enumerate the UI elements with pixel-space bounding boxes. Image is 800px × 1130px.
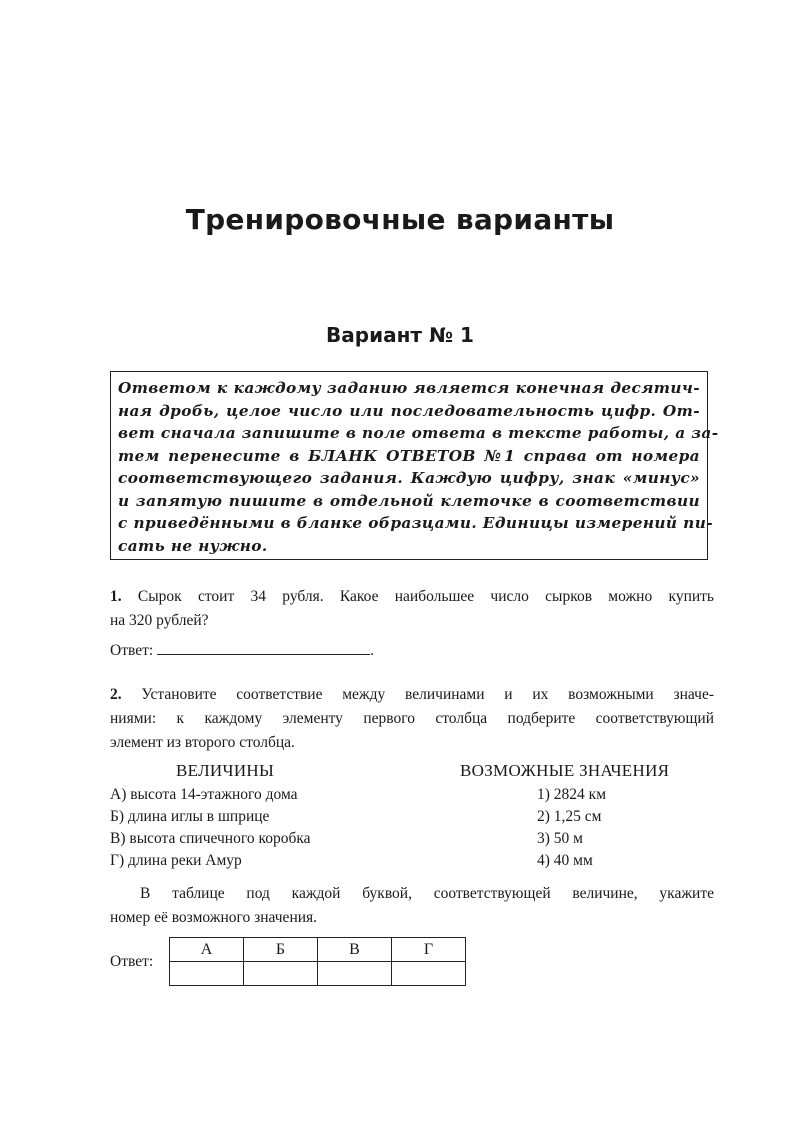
instructions-line: с приведёнными в бланке образцами. Единицы измерений пи- [118,514,713,532]
quantity-item: Б) длина иглы в шприце [110,808,270,825]
table-hint [110,882,714,930]
instructions-line: вет сначала запишите в поле ответа в тексте работы, а за- [118,424,719,442]
answer-table-header-row [170,938,466,962]
answer-cell[interactable] [244,962,318,986]
instructions-line: сать не нужно. [118,536,268,555]
question-2-text: Установите соответствие между величинами и их возможными значе- [141,686,715,703]
instructions-line: и запятую пишите в отдельной клеточке в соответствии [118,491,700,510]
quantity-item: А) высота 14-этажного дома [110,786,298,803]
table-answer-label: Ответ: [110,953,154,970]
instructions-line: Ответом к каждому заданию является конечная десятич- [118,379,700,397]
variant-title: Вариант № 1 [326,323,474,347]
answer-cell[interactable] [170,962,244,986]
table-hint-line: В таблице под каждой буквой, соответствующей величине, укажите [140,885,714,902]
instructions-line: соответствующего задания. Каждую цифру, знак «минус» [118,469,700,487]
answer-field[interactable] [157,640,370,655]
value-item: 2) 1,25 см [537,808,602,825]
answer-table-header: А [170,938,244,962]
answer-table-header: Г [392,938,466,962]
answer-table-header: Б [244,938,318,962]
instructions-line: ная дробь, целое число или последовательность цифр. От- [118,401,700,420]
value-item: 3) 50 м [537,830,583,847]
question-2-line: ниями: к каждому элементу первого столбца подберите соответствующий [110,710,714,727]
answer-label: Ответ: [110,642,154,659]
question-1-answer [110,639,374,663]
question-1 [110,585,714,633]
question-2-line: элемент из второго столбца. [110,734,295,751]
instructions-line: тем перенесите в БЛАНК ОТВЕТОВ №1 справа от номера [118,446,700,465]
answer-table [169,937,466,986]
answer-end: . [370,642,375,659]
col-right-header: ВОЗМОЖНЫЕ ЗНАЧЕНИЯ [460,761,670,780]
answer-table-header: В [318,938,392,962]
question-1-line: на 320 рублей? [110,612,209,629]
answer-table-input-row [170,962,466,986]
col-left-header: ВЕЛИЧИНЫ [176,761,275,780]
question-number: 1. [110,588,122,605]
question-2 [110,683,714,755]
question-1-text: Сырок стоит 34 рубля. Какое наибольшее число сырков можно купить [137,588,714,605]
quantity-item: В) высота спичечного коробка [110,830,311,847]
answer-cell[interactable] [392,962,466,986]
value-item: 1) 2824 км [537,786,607,803]
quantity-item: Г) длина реки Амур [110,852,242,869]
question-1-line [110,585,714,609]
value-item: 4) 40 мм [537,852,593,869]
instructions-box [110,371,719,560]
answer-cell[interactable] [318,962,392,986]
page-title: Тренировочные варианты [185,203,615,236]
question-number: 2. [110,686,122,703]
table-hint-line: номер её возможного значения. [110,909,318,926]
question-2-line [110,683,714,707]
